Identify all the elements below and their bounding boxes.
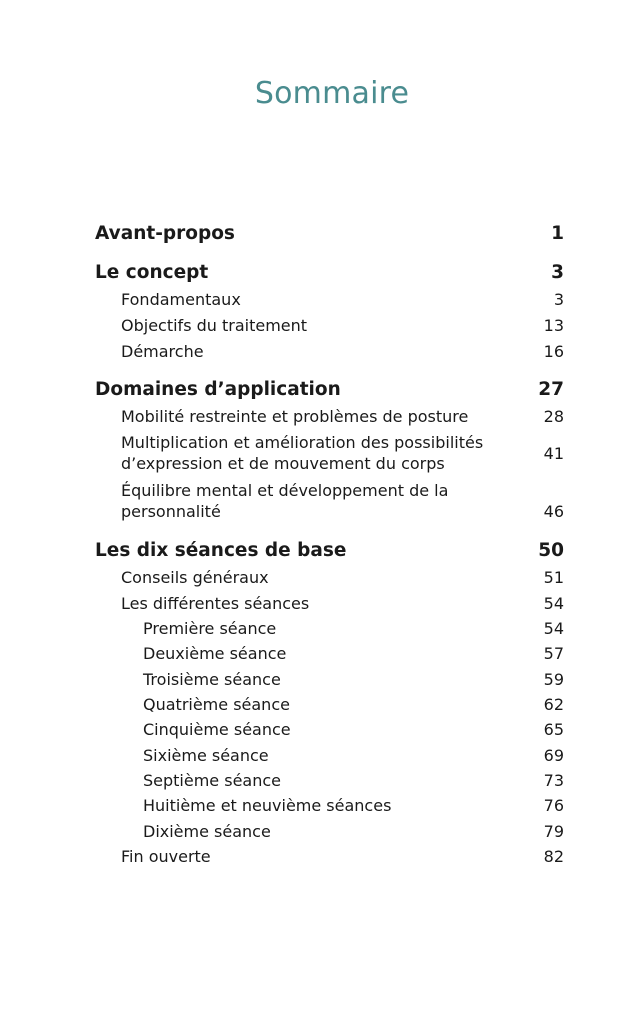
- toc-entry-page: 28: [543, 406, 564, 426]
- toc-subentry[interactable]: [95, 768, 564, 793]
- toc-entry-label: Objectifs du traitement: [121, 315, 308, 335]
- toc-heading-label: Le concept: [95, 262, 209, 283]
- toc-entry[interactable]: [95, 477, 564, 525]
- toc-subentry-label: Troisième séance: [143, 669, 281, 689]
- toc-subentry-label: Dixième séance: [143, 821, 271, 841]
- toc-entry-page: 16: [543, 341, 564, 361]
- toc-section-domaines: [95, 376, 564, 525]
- toc-subentry-page: 57: [543, 644, 564, 664]
- toc-entry-label: Équilibre mental et développement de la personnalité: [121, 481, 449, 521]
- toc-heading[interactable]: [95, 537, 564, 564]
- toc-subentry-page: 65: [543, 720, 564, 740]
- toc-entry-page: 13: [543, 315, 564, 335]
- toc-entry[interactable]: [95, 844, 564, 870]
- toc-subentry-page: 59: [543, 669, 564, 689]
- toc-section-avant-propos: [95, 220, 564, 247]
- toc-heading-page: 27: [538, 379, 564, 400]
- toc-entry-page: 3: [553, 289, 564, 309]
- toc-entry-label: Fin ouverte: [121, 847, 211, 867]
- toc-heading-label: Domaines d’application: [95, 379, 341, 400]
- toc-subentry-label: Sixième séance: [143, 745, 269, 765]
- toc-subentry-page: 62: [543, 695, 564, 715]
- toc-section-le-concept: [95, 259, 564, 364]
- toc-subentry[interactable]: [95, 717, 564, 742]
- toc-subentry[interactable]: [95, 818, 564, 843]
- toc-entry-label: Conseils généraux: [121, 567, 269, 587]
- toc-subentry-label: Huitième et neuvième séances: [143, 796, 392, 816]
- toc-entry-label: Les différentes séances: [121, 593, 310, 613]
- toc-subentry-page: 79: [543, 821, 564, 841]
- toc-heading[interactable]: [95, 259, 564, 286]
- toc-subentry-label: Septième séance: [143, 770, 281, 790]
- toc-subentry-page: 73: [543, 770, 564, 790]
- toc-subentry-page: 69: [543, 745, 564, 765]
- toc-entry-page: 41: [543, 443, 564, 463]
- toc-entry-label: Multiplication et amélioration des possibilités d’expression et de mouvement du corps: [121, 433, 484, 473]
- toc-heading[interactable]: [95, 376, 564, 403]
- toc-heading-page: 50: [538, 540, 564, 561]
- toc-entry[interactable]: [95, 403, 564, 429]
- toc-subentry-label: Quatrième séance: [143, 695, 290, 715]
- toc-section-seances: [95, 537, 564, 870]
- toc-heading[interactable]: [95, 220, 564, 247]
- toc-entry-label: Fondamentaux: [121, 289, 241, 309]
- toc-entry[interactable]: [95, 564, 564, 590]
- toc-entry[interactable]: [95, 338, 564, 364]
- toc-entry[interactable]: [95, 312, 564, 338]
- toc-entry[interactable]: [95, 429, 564, 477]
- toc-subentry-label: Cinquième séance: [143, 720, 291, 740]
- toc-entry-page: 54: [543, 593, 564, 613]
- toc-entry-page: 46: [543, 502, 564, 521]
- toc-entry-page: 82: [543, 847, 564, 867]
- toc-subentry[interactable]: [95, 641, 564, 666]
- toc-subentry[interactable]: [95, 692, 564, 717]
- toc-subentry[interactable]: [95, 742, 564, 767]
- toc-subentry[interactable]: [95, 793, 564, 818]
- toc-heading-page: 1: [551, 223, 564, 244]
- toc-entry-label: Démarche: [121, 341, 204, 361]
- toc-entry[interactable]: [95, 590, 564, 616]
- toc-heading-page: 3: [551, 262, 564, 283]
- toc-entry-page: 51: [543, 567, 564, 587]
- table-of-contents: [95, 220, 564, 882]
- toc-subentry[interactable]: [95, 616, 564, 641]
- toc-heading-label: Avant-propos: [95, 223, 235, 244]
- page-title: Sommaire: [254, 76, 410, 111]
- toc-entry[interactable]: [95, 286, 564, 312]
- toc-entry-label: Mobilité restreinte et problèmes de posture: [121, 406, 469, 426]
- toc-subentry-page: 54: [543, 619, 564, 639]
- toc-heading-label: Les dix séances de base: [95, 540, 347, 561]
- toc-subentry-label: Première séance: [143, 619, 277, 639]
- toc-subentry-page: 76: [543, 796, 564, 816]
- toc-subentry-label: Deuxième séance: [143, 644, 287, 664]
- toc-subentry[interactable]: [95, 667, 564, 692]
